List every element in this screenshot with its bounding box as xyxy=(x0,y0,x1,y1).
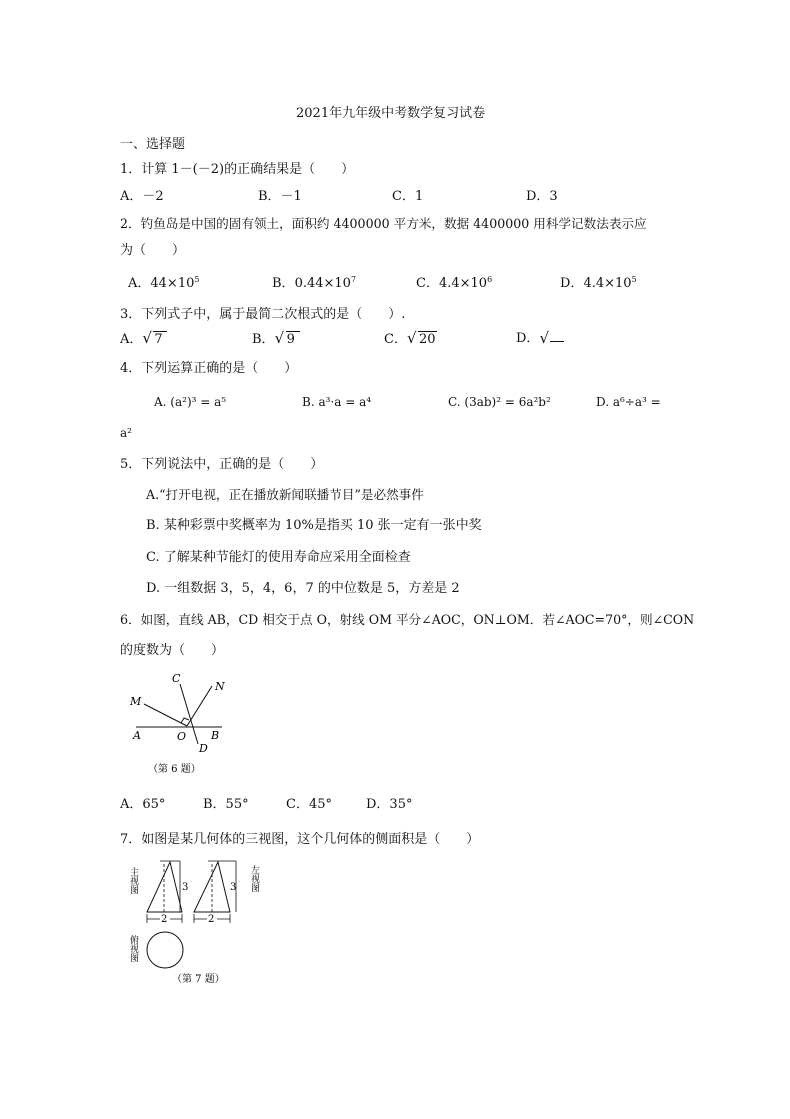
point-label-m: M xyxy=(130,695,142,708)
q1-option-a: A．－2 xyxy=(120,189,164,204)
q7-figure-caption: （第 7 题） xyxy=(172,974,225,985)
q2-option-a: A．$44\times 10^5$ xyxy=(128,275,200,291)
q2-stem-line2: 为（ ） xyxy=(120,243,186,258)
top-view-label: 俯视图 xyxy=(128,935,138,962)
side-view-height: 3 xyxy=(230,882,237,893)
q3-option-c: C．√ 20 xyxy=(384,331,437,348)
q2-option-b: B．$0.44\times 10^7$ xyxy=(272,275,357,291)
q3-option-a: A．√ 7 xyxy=(120,331,167,348)
q4-option-b: B. a³·a = a⁴ xyxy=(302,395,372,409)
q7-stem: 7．如图是某几何体的三视图，这个几何体的侧面积是（ ） xyxy=(120,832,480,847)
q4-option-d-continued: a² xyxy=(120,426,132,440)
q3-option-b: B．√ 9 xyxy=(252,331,300,348)
q1-option-c: C．1 xyxy=(392,189,424,204)
q6-figure xyxy=(122,668,242,780)
q4-stem: 4．下列运算正确的是（ ） xyxy=(120,361,298,376)
q2-option-c: C．$4.4\times 10^6$ xyxy=(416,275,493,291)
q2-stem-line1: 2．钓鱼岛是中国的固有领土，面积约 4400000 平方米，数据 4400000 用科学记数法表示应 xyxy=(120,216,647,231)
point-label-n: N xyxy=(215,680,225,693)
q4-option-d: D. a⁶÷a³ = xyxy=(596,395,661,409)
q6-option-a: A．65° xyxy=(120,797,166,812)
exam-title: 2021年九年级中考数学复习试卷 xyxy=(296,106,486,121)
right-angle-mark xyxy=(181,718,189,723)
q5-option-a: A.“打开电视，正在播放新闻联播节目”是必然事件 xyxy=(146,487,424,502)
front-view-triangle xyxy=(147,862,182,912)
q6-figure-caption: （第 6 题） xyxy=(148,764,201,775)
q4-option-a: A. (a²)³ = a⁵ xyxy=(154,395,227,409)
side-view-label: 左视图 xyxy=(249,865,259,892)
q6-option-b: B．55° xyxy=(203,797,249,812)
q7-figure xyxy=(124,855,274,989)
q6-stem-line1: 6．如图，直线 AB，CD 相交于点 O，射线 OM 平分∠AOC，ON⊥OM．若∠AOC=70°，则∠CON xyxy=(120,612,695,627)
top-view-circle xyxy=(147,932,183,968)
q1-option-b: B．－1 xyxy=(258,189,302,204)
point-label-d: D xyxy=(199,742,208,755)
q6-option-c: C．45° xyxy=(286,797,332,812)
ray-on xyxy=(187,686,212,726)
front-view-width: 2 xyxy=(161,914,168,925)
point-label-a: A xyxy=(133,729,141,742)
q3-option-d: D．√ xyxy=(516,331,564,347)
q2-option-d: D．$4.4\times 10^5$ xyxy=(560,275,637,291)
q5-option-b: B. 某种彩票中奖概率为 10%是指买 10 张一定有一张中奖 xyxy=(146,518,482,533)
ray-om xyxy=(144,704,187,726)
q1-option-d: D．3 xyxy=(526,189,558,204)
point-label-b: B xyxy=(211,729,220,742)
q3-stem: 3．下列式子中，属于最简二次根式的是（ ）. xyxy=(120,307,406,322)
front-view-height: 3 xyxy=(182,882,189,893)
q5-option-d: D. 一组数据 3，5，4，6，7 的中位数是 5，方差是 2 xyxy=(146,581,460,596)
front-view-label: 主视图 xyxy=(128,867,138,894)
point-label-c: C xyxy=(172,672,181,685)
point-label-o: O xyxy=(177,730,187,743)
q5-option-c: C. 了解某种节能灯的使用寿命应采用全面检查 xyxy=(146,550,411,565)
q6-option-d: D．35° xyxy=(366,797,413,812)
section-heading: 一、选择题 xyxy=(120,137,186,152)
side-view-width: 2 xyxy=(208,914,215,925)
q1-stem: 1．计算 1－(－2)的正确结果是（ ） xyxy=(120,162,355,177)
q6-stem-line2: 的度数为（ ） xyxy=(120,643,225,658)
q4-option-c: C. (3ab)² = 6a²b² xyxy=(448,395,551,409)
q5-stem: 5．下列说法中，正确的是（ ） xyxy=(120,457,324,472)
